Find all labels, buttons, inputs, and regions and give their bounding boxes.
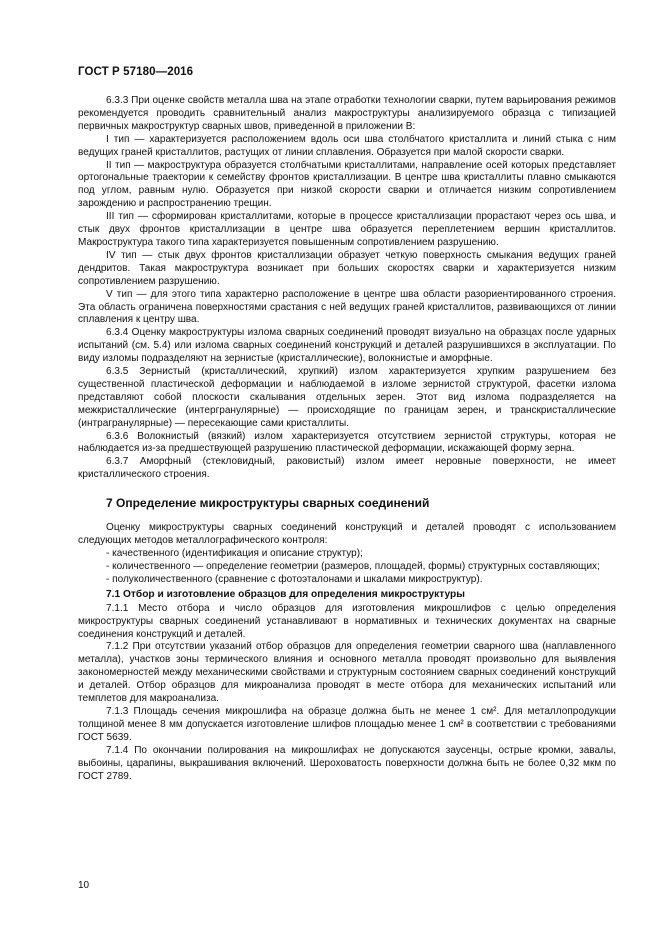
paragraph-7-1-3: 7.1.3 Площадь сечения микрошлифа на образце должна быть не менее 1 см². Для металлопродукции толщиной менее 8 мм допускается изготовление шлифов площадью менее 1 см² в соответствии с требованиями ГОСТ 5639. — [78, 705, 616, 743]
page-content — [78, 95, 616, 783]
paragraph-6-3-6: 6.3.6 Волокнистый (вязкий) излом характеризуется отсутствием зернистой структуры, которая не наблюдается из-за предшествующей разрушению пластической деформации, искажающей форму зерна. — [78, 430, 616, 455]
subsection-7-1-heading: 7.1 Отбор и изготовление образцов для определения микроструктуры — [106, 588, 465, 600]
paragraph-type-4: IV тип — стык двух фронтов кристаллизации образует четкую поверхность смыкания ведущих граней дендритов. Такая макроструктура возникает при больших скоростях сварки и характеризуется низким сопротивлением разрушению. — [78, 249, 616, 287]
paragraph-type-3: III тип — сформирован кристаллитами, которые в процессе кристаллизации прорастают через ось шва, и стык двух фронтов кристаллизации в центре шва образуется переплетением вершин кристаллитов. Макроструктура такого типа характеризуется повышенным сопротивлением разрушению. — [78, 211, 616, 248]
page-number: 10 — [78, 880, 90, 891]
paragraph-6-3-5: 6.3.5 Зернистый (кристаллический, хрупкий) излом характеризуется хрупким разрушением без существенной пластической деформации и наблюдаемой в изломе зернистой структурой, фасетки излома представляют собой плоскости скалывания отдельных зерен. Этот вид излома подразделяется на межкристаллические (интергранулярные) — происходящие по границам зерен, и транскристаллические (интрагранулярные) — пересекающие сами кристаллиты. — [78, 366, 616, 429]
paragraph-7-1-1: 7.1.1 Место отбора и число образцов для изготовления микрошлифов с целью определения микроструктуры сварных соединений устанавливают в нормативных и технических документах на сварные соединения конструкций и деталей. — [78, 602, 616, 640]
paragraph-6-3-4: 6.3.4 Оценку макроструктуры излома сварных соединений проводят визуально на образцах после ударных испытаний (см. 5.4) или излома сварных соединений конструкций и деталей разрушившихся в эксплуатации. По виду изломы подразделяют на зернистые (кристаллические), волокнистые и аморфные. — [78, 327, 616, 365]
bullet-item-1: - качественного (идентификация и описание структур); — [106, 548, 363, 559]
paragraph-7-intro: Оценку микроструктуры сварных соединений конструкций и деталей проводят с использованием следующих методов металлографического контроля: — [78, 522, 616, 547]
paragraph-type-1: I тип — характеризуется расположением вдоль оси шва столбчатого кристаллита и линий стыка с ним ведущих граней кристаллитов, растущих от линии сплавления. Образуется при малой скорости сварки. — [78, 133, 616, 158]
section-7-heading: 7 Определение микроструктуры сварных соединений — [106, 496, 430, 511]
paragraph-6-3-3: 6.3.3 При оценке свойств металла шва на этапе отработки технологии сварки, путем варьирования режимов рекомендуется проводить сравнительный анализ макроструктуры анализируемого образца с типизацией первичных макроструктур сварных швов, приведенной в приложении В: — [78, 95, 616, 132]
paragraph-type-2: II тип — макроструктура образуется столбчатыми кристаллитами, направление осей которых представляет ортогональные траектории к семейству фронтов кристаллизации. В центре шва кристаллиты плавно смыкаются под углом, равным нулю. Образуется при низкой скорости сварки и отличается низким сопротивлением зарождению и распространению трещин. — [78, 159, 616, 210]
bullet-item-2: - количественного — определение геометрии (размеров, площадей, формы) структурных составляющих; — [106, 560, 600, 572]
paragraph-7-1-2: 7.1.2 При отсутствии указаний отбор образцов для определения геометрии сварного шва (наплавленного металла), участков зоны термического влияния и основного металла проводят произвольно для выявления закономерностей между механическими свойствами и структурным состоянием сварных соединений конструкций и деталей. Отбор образцов для микроанализа проводят в месте отбора для механических испытаний или темплетов для макроанализа. — [78, 641, 616, 705]
document-header: ГОСТ Р 57180—2016 — [78, 66, 194, 78]
bullet-item-3: - полуколичественного (сравнение с фотоэталонами и шкалами микроструктур). — [106, 573, 483, 585]
paragraph-type-5: V тип — для этого типа характерно расположение в центре шва области разориентированного строения. Эта область ограничена поверхностями срастания с ней ведущих граней кристаллитов, развивающихся от линии сплавления к центру шва. — [78, 288, 616, 326]
paragraph-6-3-7: 6.3.7 Аморфный (стекловидный, раковистый) излом имеет неровные поверхности, не имеет кристаллического строения. — [78, 456, 616, 481]
paragraph-7-1-4: 7.1.4 По окончании полирования на микрошлифах не допускаются заусенцы, острые кромки, завалы, выбоины, царапины, выкрашивания включений. Шероховатость поверхности должна быть не более 0,32 мкм по ГОСТ 2789. — [78, 744, 616, 782]
